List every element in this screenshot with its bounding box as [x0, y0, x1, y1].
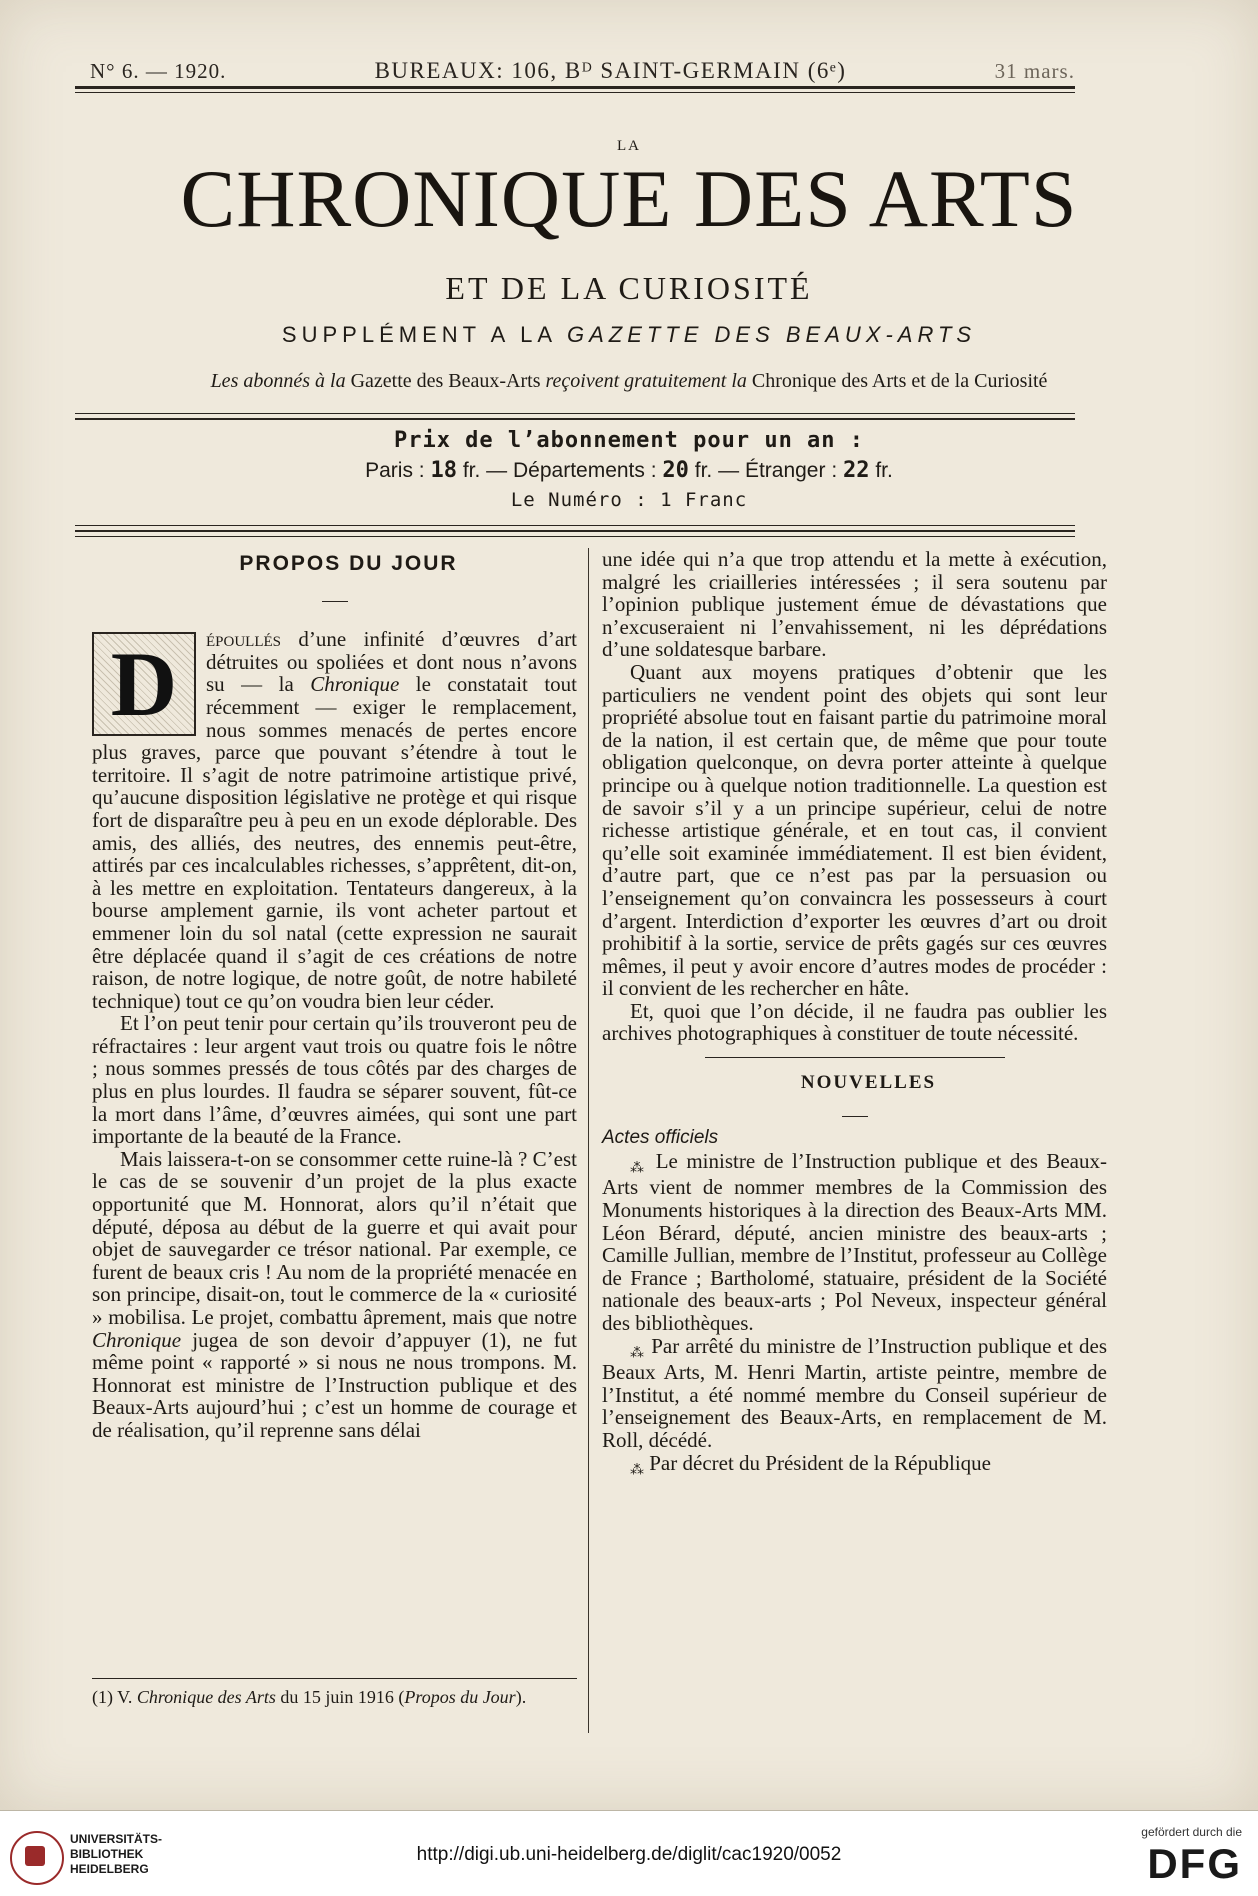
dropcap-ornament — [92, 632, 196, 736]
propos-continued-2: Quant aux moyens pratiques d’obtenir que les particuliers ne vendent point des objets qui sont leur propriété absolue tout en faisant partie du patrimoine moral de la nation, il est certain que, de même que pour toute obligation quelconque, on devra porter atteinte à quelque principe ou à quelque notion traditionnelle. La question est de savoir s’il y a un principe supérieur, celui de notre richesse artistique générale, et en tout cas, il convient qu’elle soit examinée immédiatement. Il est bien évident, d’autre part, que ce n’est pas par la persuasion ou l’enseignement qu’on convaincra les possesseurs à court d’argent. Interdiction d’exporter les œuvres d’art ou droit prohibitif à la sortie, service de prêts gagés sur ces œuvres mêmes, il peut y avoir encore d’autres modes de procéder : il convient de les rechercher en hâte. — [602, 659, 1107, 1001]
propos-continued-1: une idée qui n’a que trop attendu et la mette à exécution, malgré les criailleries intéressées ; il sera soutenu par l’opinion publique justement émue de dévastations que n’excuseraient ni l’envahissement, ni les déprédations d’une soldatesque barbare. — [602, 547, 1107, 662]
paris-price: 18 — [430, 458, 457, 483]
footnote-e: ). — [515, 1687, 527, 1707]
header-rule — [75, 86, 1075, 89]
uni-line-1: UNIVERSITÄTS- — [70, 1832, 163, 1846]
actes-officiels-heading: Actes officiels — [602, 1127, 719, 1149]
paris-label: Paris : — [365, 459, 425, 482]
p1-part-a: d’une infinité d’œuvres d’art détruites ou spoliées et dont nous n’avons su — la — [206, 627, 577, 697]
issue-date: 31 mars. — [994, 59, 1075, 83]
nouvelle-2-text: Par arrêté du ministre de l’Instruction publique et des Beaux Arts, M. Henri Martin, artiste peintre, membre de l’Institut, a été nommé membre du Conseil supérieur de l’enseignement des Beaux-Arts, en remplacement de M. Roll, décédé. — [602, 1333, 1108, 1452]
first-paragraph-wrap — [92, 628, 577, 1012]
propos-paragraph-3 — [92, 1148, 577, 1442]
etranger-label: fr. — Étranger : — [694, 459, 838, 482]
p1-chronique: Chronique — [310, 672, 400, 697]
abonnes-part-3: reçoivent gratuitement la — [545, 370, 747, 392]
footnote-b: Chronique des Arts — [136, 1687, 276, 1707]
nouvelle-item-1 — [602, 1150, 1107, 1335]
body-rule-3 — [75, 536, 1075, 537]
masthead-title: CHRONIQUE DES ARTS — [180, 153, 1078, 244]
nouvelle-item-2 — [602, 1335, 1107, 1452]
departements-price: 20 — [662, 458, 689, 483]
dfg-logo: DFG — [1147, 1840, 1242, 1887]
p1-smallcaps: époullés — [206, 627, 281, 652]
nouvelle-3-text: Par décret du Président de la République — [649, 1450, 991, 1475]
asterism-icon: ⁂ — [630, 1462, 644, 1478]
body-rule-2 — [75, 530, 1075, 532]
p1-part-b: le constatait tout récemment — exiger le remplacement, nous sommes menacés de pertes encore plus graves, parce que pouvant s’étendre à tout le territoire. Il s’agit de notre patrimoine artistique privé, qu’aucune disposition législative ne protège et qui risque fort de disparaître peu à peu en un exode déplorable. Des amis, des alliés, des neutres, des ennemis peut-être, attirés par ces incalculables richesses, s’apprêtent, dit-on, à les mettre en exploitation. Tentateurs dangereux, à la bourse amplement garnie, ils vont acheter partout et emmener loin du sol natal (cette expression ne saurait être déplacée quand il s’agit de ces créations de notre raison, de notre logique, de notre goût, de notre habileté technique) tout ce qu’on voudra bien leur céder. — [92, 672, 577, 1013]
column-divider — [588, 548, 589, 1733]
permalink-url[interactable]: http://digi.ub.uni-heidelberg.de/diglit/cac1920/0052 — [416, 1844, 842, 1865]
nouvelle-1-text: Le ministre de l’Instruction publique et des Beaux-Arts vient de nommer membres de la Commission des Monuments historiques à la direction des Beaux-Arts MM. Léon Bérard, député, ancien ministre des beaux-arts ; Camille Jullian, membre de l’Institut, professeur au Collège de France ; Bartholomé, statuaire, président de la Société nationale des beaux-arts ; Pol Neveux, inspecteur général des bibliothèques. — [602, 1148, 1107, 1335]
dfg-label: gefördert durch die — [1141, 1825, 1242, 1839]
header-line — [90, 58, 1075, 84]
p3-part-a: Mais laissera-t-on se consommer cette ruine-là ? C’est le cas de se souvenir d’un projet de la plus exacte opportunité que M. Honnorat, alors qu’il n’était que député, déposa au début de la guerre et qui avait pour objet de sauvegarder ce trésor national. Par exemple, ce furent de beaux cris ! Au nom de la propriété menacée en son principe, disait-on, tout le commerce de la « curiosité » mobilisa. Le projet, combattu âprement, mais que notre — [92, 1146, 577, 1329]
right-column — [602, 548, 1107, 1478]
p3-chronique: Chronique — [92, 1327, 182, 1352]
masthead-la: LA — [617, 138, 641, 154]
nouvelles-dash — [602, 1099, 1107, 1122]
left-column — [92, 553, 577, 1442]
viewer-footer — [0, 1810, 1258, 1896]
propos-continued-3: Et, quoi que l’on décide, il ne faudra pas oublier les archives photographiques à constituer de toute nécessité. — [602, 998, 1107, 1046]
supplement-gazette: GAZETTE DES BEAUX-ARTS — [566, 322, 977, 347]
subscription-prices — [0, 458, 1258, 483]
header-rule-thin — [75, 92, 1075, 93]
footnote — [92, 1687, 577, 1707]
body-rule-1 — [75, 525, 1075, 526]
asterism-icon: ⁂ — [630, 1160, 648, 1176]
abonnes-line — [0, 370, 1258, 393]
uni-line-2: BIBLIOTHEK — [70, 1847, 144, 1861]
subscription-heading: Prix de l’abonnement pour un an : — [393, 428, 865, 453]
uni-line-3: HEIDELBERG — [70, 1862, 149, 1876]
bureaux-address: BUREAUX: 106, Bᴰ SAINT-GERMAIN (6ᵉ) — [374, 58, 847, 83]
abonnes-part-1: Les abonnés à la — [210, 370, 346, 392]
propos-paragraph-2: Et l’on peut tenir pour certain qu’ils trouveront peu de réfractaires : leur argent vaut trois ou quatre fois le nôtre ; nous sommes pressés de tous côtés par des charges de plus en plus lourdes. Il faudra se séparer souvent, fût-ce la mort dans l’âme, d’œuvres aimées, qui sont une part importante de la beauté de la France. — [92, 1011, 577, 1149]
etranger-currency: fr. — [875, 459, 893, 482]
abonnes-part-2: Gazette des Beaux-Arts — [350, 370, 541, 392]
footnote-a: (1) V. — [92, 1687, 137, 1707]
single-issue-price: Le Numéro : 1 Franc — [510, 489, 748, 511]
issue-number: N° 6. — 1920. — [90, 59, 227, 83]
footnote-rule — [92, 1678, 577, 1679]
departements-label: fr. — Départements : — [462, 459, 657, 482]
propos-heading: PROPOS DU JOUR — [239, 552, 458, 575]
prix-rule-top-thick — [75, 418, 1075, 420]
nouvelles-separator — [705, 1057, 1005, 1058]
footnote-d: Propos du Jour — [404, 1687, 516, 1707]
nouvelle-item-3 — [602, 1452, 1107, 1479]
masthead-subtitle: ET DE LA CURIOSITÉ — [445, 270, 813, 306]
heading-dash — [92, 584, 577, 607]
etranger-price: 22 — [843, 458, 870, 483]
prix-rule-top — [75, 413, 1075, 414]
supplement-prefix: SUPPLÉMENT A LA — [281, 322, 556, 347]
supplement-line — [0, 322, 1258, 348]
nouvelles-heading: NOUVELLES — [800, 1072, 937, 1094]
asterism-icon: ⁂ — [630, 1345, 645, 1361]
dropcap-letter: D — [110, 633, 178, 736]
footnote-c: du 15 juin 1916 ( — [275, 1687, 405, 1707]
abonnes-part-4: Chronique des Arts et de la Curiosité — [751, 370, 1048, 392]
p3-part-b: jugea de son devoir d’appuyer (1), ne fut même point « rapporté » si nous ne nous trompons. M. Honnorat est ministre de l’Instruction publique et des Beaux-Arts aujourd’hui ; c’est un homme de courage et de réalisation, qu’il reprenne sans délai — [92, 1327, 577, 1442]
